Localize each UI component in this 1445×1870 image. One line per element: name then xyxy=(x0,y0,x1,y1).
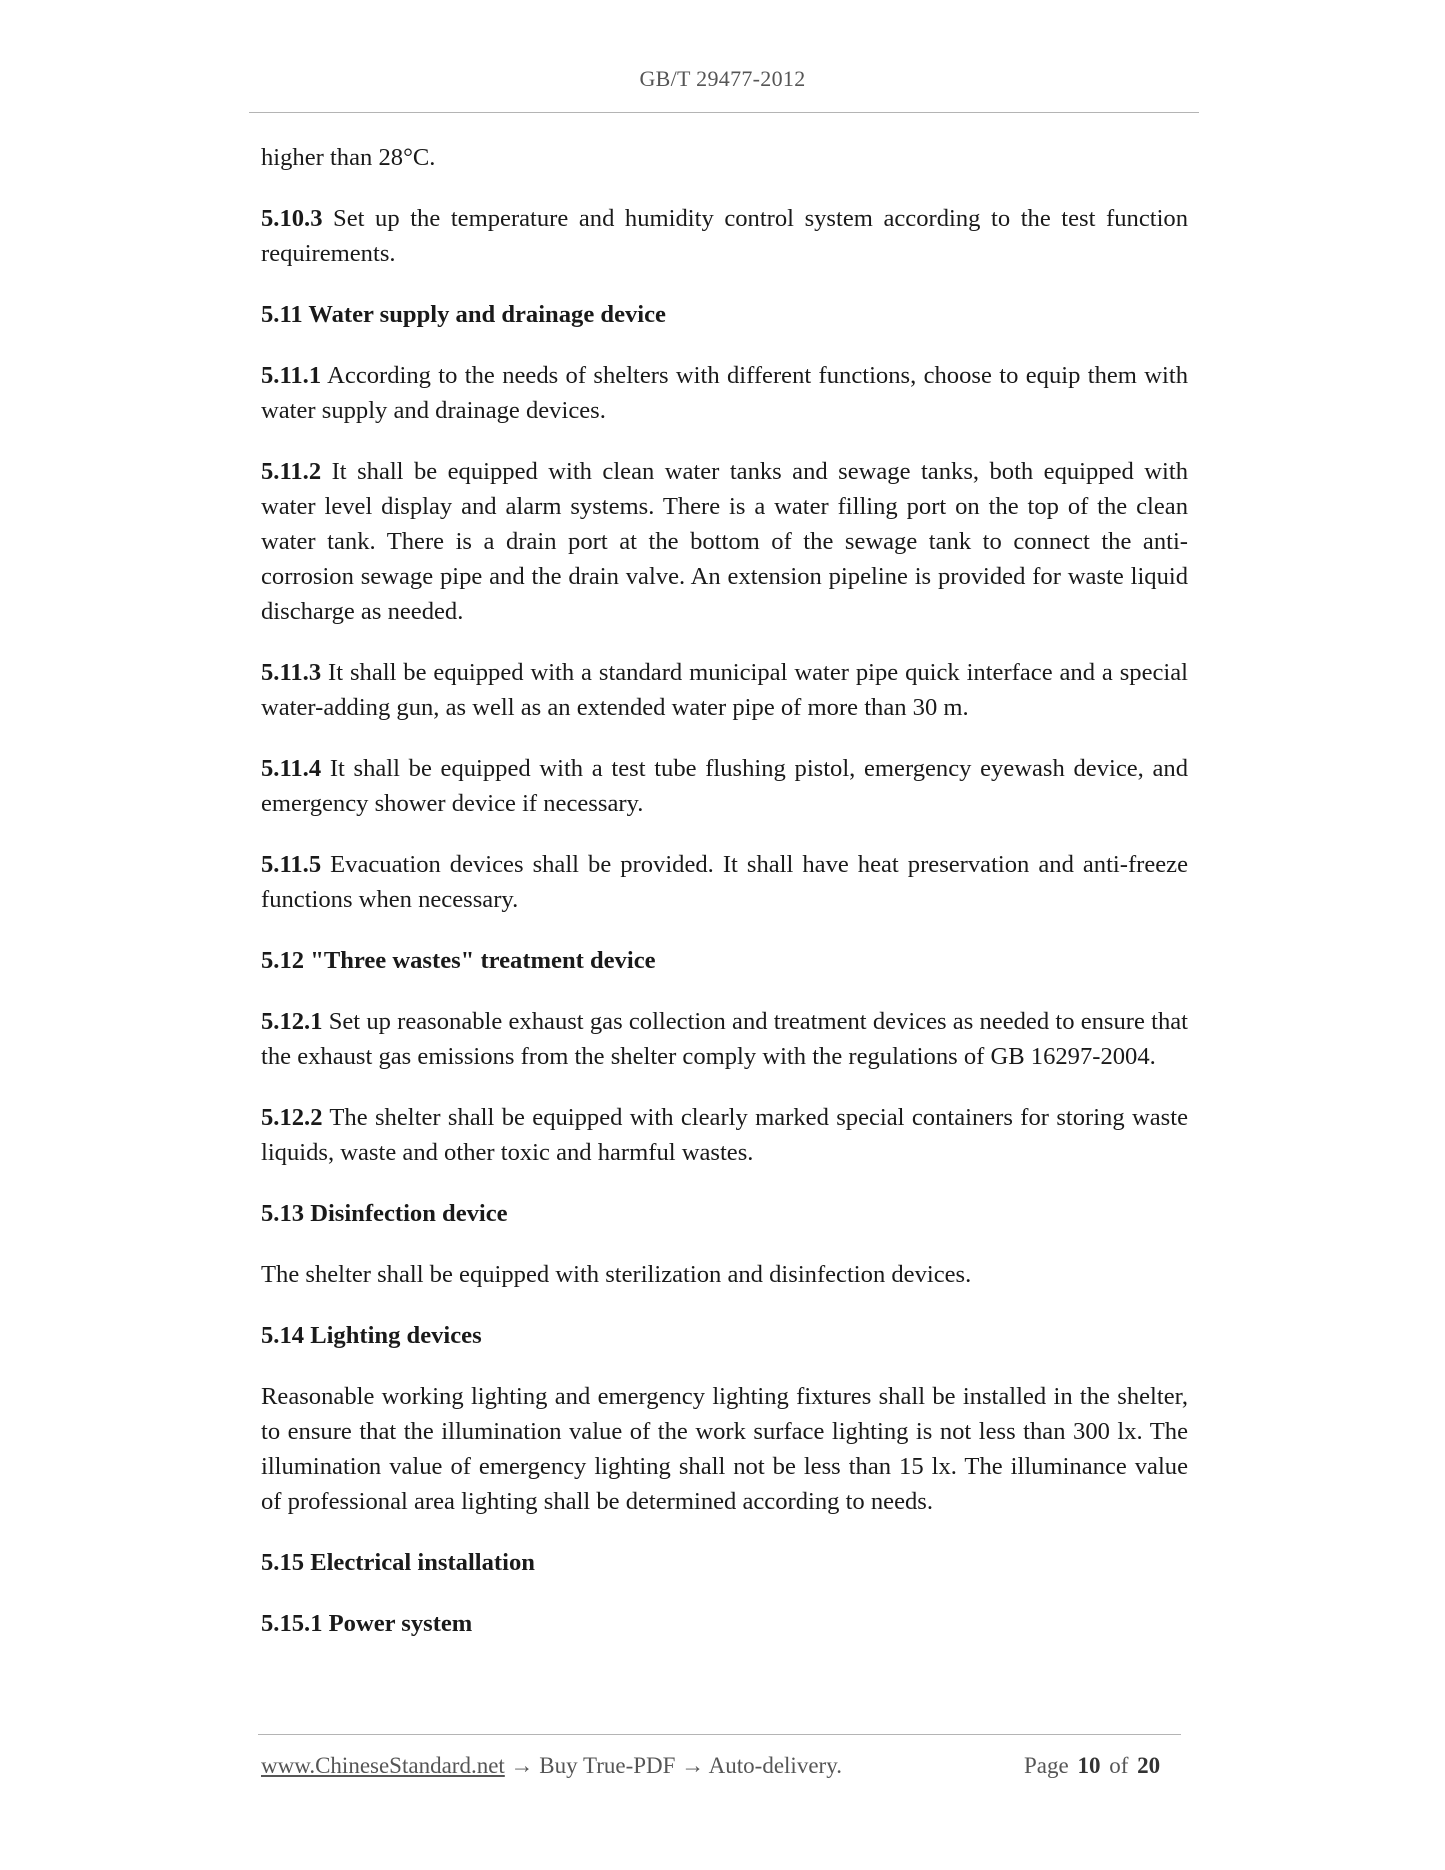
section-heading-5-11: 5.11 Water supply and drainage device xyxy=(261,301,666,328)
auto-delivery-text: Auto-delivery. xyxy=(708,1753,842,1778)
clause-number: 5.11.3 xyxy=(261,659,322,686)
clause-5-11-2: 5.11.2 It shall be equipped with clean water tanks and sewage tanks, both equipped with water level display and alarm systems. There is a water filling port on the top of the clean water tank. There is a drain port at the bottom of the sewage tank to connect the anti-corrosion sewage pipe and the drain valve. An extension pipeline is provided for waste liquid discharge as needed. xyxy=(261,458,1188,625)
paragraph-disinfection: The shelter shall be equipped with sterilization and disinfection devices. xyxy=(261,1261,972,1288)
clause-number: 5.12.1 xyxy=(261,1008,323,1035)
clause-number: 5.11.2 xyxy=(261,458,322,485)
clause-5-11-4: 5.11.4 It shall be equipped with a test tube flushing pistol, emergency eyewash device, and emergency shower device if necessary. xyxy=(261,755,1188,817)
current-page: 10 xyxy=(1077,1753,1101,1778)
document-body xyxy=(261,140,1188,1641)
clause-number: 5.11.4 xyxy=(261,755,322,782)
clause-5-12-2: 5.12.2 The shelter shall be equipped with clearly marked special containers for storing waste liquids, waste and other toxic and harmful wastes. xyxy=(261,1104,1188,1166)
footer-divider xyxy=(258,1734,1181,1735)
clause-5-11-5: 5.11.5 Evacuation devices shall be provided. It shall have heat preservation and anti-freeze functions when necessary. xyxy=(261,851,1188,913)
clause-5-12-1: 5.12.1 Set up reasonable exhaust gas collection and treatment devices as needed to ensure that the exhaust gas emissions from the shelter comply with the regulations of GB 16297-2004. xyxy=(261,1008,1188,1070)
clause-5-11-3: 5.11.3 It shall be equipped with a standard municipal water pipe quick interface and a special water-adding gun, as well as an extended water pipe of more than 30 m. xyxy=(261,659,1188,721)
clause-5-10-3: 5.10.3 Set up the temperature and humidity control system according to the test function requirements. xyxy=(261,205,1188,267)
document-code-header: GB/T 29477-2012 xyxy=(639,66,806,91)
section-heading-5-15-1: 5.15.1 Power system xyxy=(261,1610,473,1637)
section-heading-5-13: 5.13 Disinfection device xyxy=(261,1200,508,1227)
buy-pdf-text: Buy True-PDF xyxy=(539,1753,676,1778)
clause-5-11-1: 5.11.1 According to the needs of shelters with different functions, choose to equip them with water supply and drainage devices. xyxy=(261,362,1188,424)
paragraph-lighting: Reasonable working lighting and emergency lighting fixtures shall be installed in the shelter, to ensure that the illumination value of the work surface lighting is not less than 300 lx. The illumination value of emergency lighting shall not be less than 15 lx. The illuminance value of professional area lighting shall be determined according to needs. xyxy=(261,1383,1188,1515)
total-pages: 20 xyxy=(1137,1753,1161,1778)
arrow-right-icon: → xyxy=(675,1753,709,1778)
footer-links xyxy=(261,1753,842,1779)
header-divider xyxy=(249,112,1199,113)
section-heading-5-15: 5.15 Electrical installation xyxy=(261,1549,535,1576)
section-heading-5-14: 5.14 Lighting devices xyxy=(261,1322,482,1349)
clause-number: 5.11.5 xyxy=(261,851,322,878)
clause-number: 5.12.2 xyxy=(261,1104,323,1131)
clause-number: 5.10.3 xyxy=(261,205,323,232)
section-heading-5-12: 5.12 "Three wastes" treatment device xyxy=(261,947,656,974)
site-link[interactable]: www.ChineseStandard.net xyxy=(261,1753,505,1778)
arrow-right-icon: → xyxy=(504,1753,540,1778)
page-indicator: Page 10 of 20 xyxy=(1024,1753,1161,1778)
paragraph-continuation: higher than 28°C. xyxy=(261,144,436,171)
clause-number: 5.11.1 xyxy=(261,362,322,389)
